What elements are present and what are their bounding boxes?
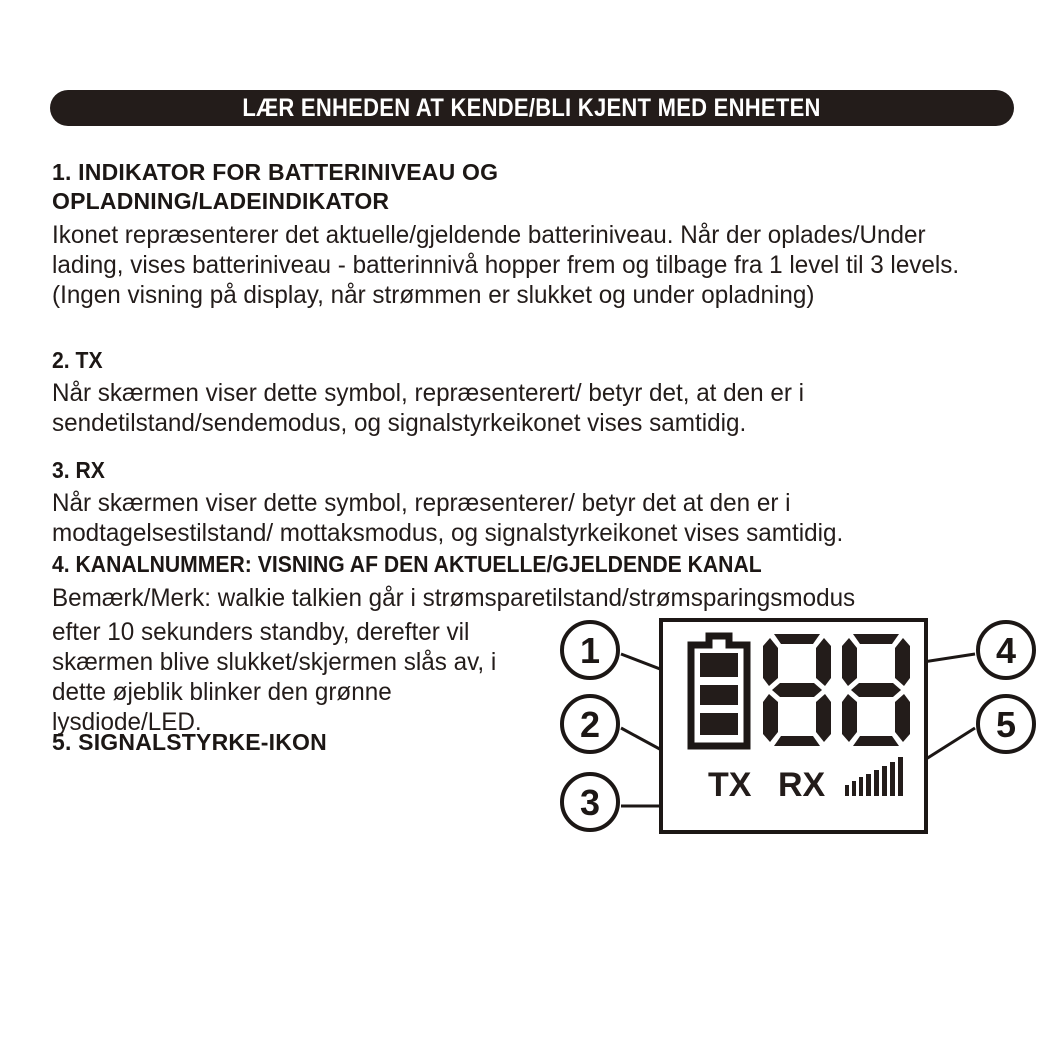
tx-label: TX (708, 766, 752, 804)
section-2-heading: 2. TX (52, 347, 103, 373)
rx-indicator (778, 766, 826, 804)
battery-segment-2 (700, 685, 738, 705)
section-1-body: Ikonet repræsenterer det aktuelle/gjeldende batteriniveau. Når der oplades/Under lading, vises batteriniveau - batterinnivå hopper frem og tilbage fra 1 level til 3 levels. (Ingen visning på display, når strømmen er slukket og under opladning) (52, 221, 960, 309)
battery-segment-3 (700, 713, 738, 735)
callout-circle-2[interactable] (562, 696, 618, 752)
section-1-heading: 1. INDIKATOR FOR BATTERINIVEAU OG OPLADNING/LADEINDIKATOR (52, 159, 499, 214)
callout-label-4: 4 (995, 630, 1017, 671)
rx-label: RX (778, 766, 826, 804)
callout-circle-4[interactable] (978, 622, 1034, 678)
section-3 (52, 456, 1032, 548)
page-title: LÆR ENHEDEN AT KENDE/BLI KJENT MED ENHETEN (242, 93, 822, 122)
callout-circle-5[interactable] (978, 696, 1034, 752)
callout-circle-3[interactable] (562, 774, 618, 830)
section-4-heading: 4. KANALNUMMER: VISNING AF DEN AKTUELLE/GJELDENDE KANAL (52, 551, 762, 577)
callout-label-2: 2 (579, 704, 601, 745)
page-header-banner (50, 90, 1014, 126)
section-4-body-rest: efter 10 sekunders standby, derefter vil skærmen blive slukket/skjermen slås av, i dette øjeblik blinker den grønne lysdiode/LED. (52, 618, 497, 736)
section-4-body-line1: Bemærk/Merk: walkie talkien går i strømsparetilstand/strømsparingsmodus (52, 584, 856, 612)
section-3-body: Når skærmen viser dette symbol, repræsenterer/ betyr det at den er i modtagelsestilstand/ mottaksmodus, og signalstyrkeikonet vises samtidig. (52, 489, 844, 547)
callout-circle-1[interactable] (562, 622, 618, 678)
callout-label-5: 5 (995, 704, 1017, 745)
battery-segment-1 (700, 653, 738, 677)
section-3-heading: 3. RX (52, 457, 105, 483)
section-2-body: Når skærmen viser dette symbol, repræsenterert/ betyr det, at den er i sendetilstand/sendemodus, og signalstyrkeikonet vises samtidig. (52, 379, 805, 437)
tx-indicator (708, 766, 752, 804)
callout-label-3: 3 (579, 782, 601, 823)
callout-label-1: 1 (579, 630, 601, 671)
section-2 (52, 346, 1032, 438)
lcd-display-diagram (548, 606, 1048, 856)
section-1 (52, 158, 1032, 310)
section-5-heading: 5. SIGNALSTYRKE-IKON (52, 729, 327, 755)
